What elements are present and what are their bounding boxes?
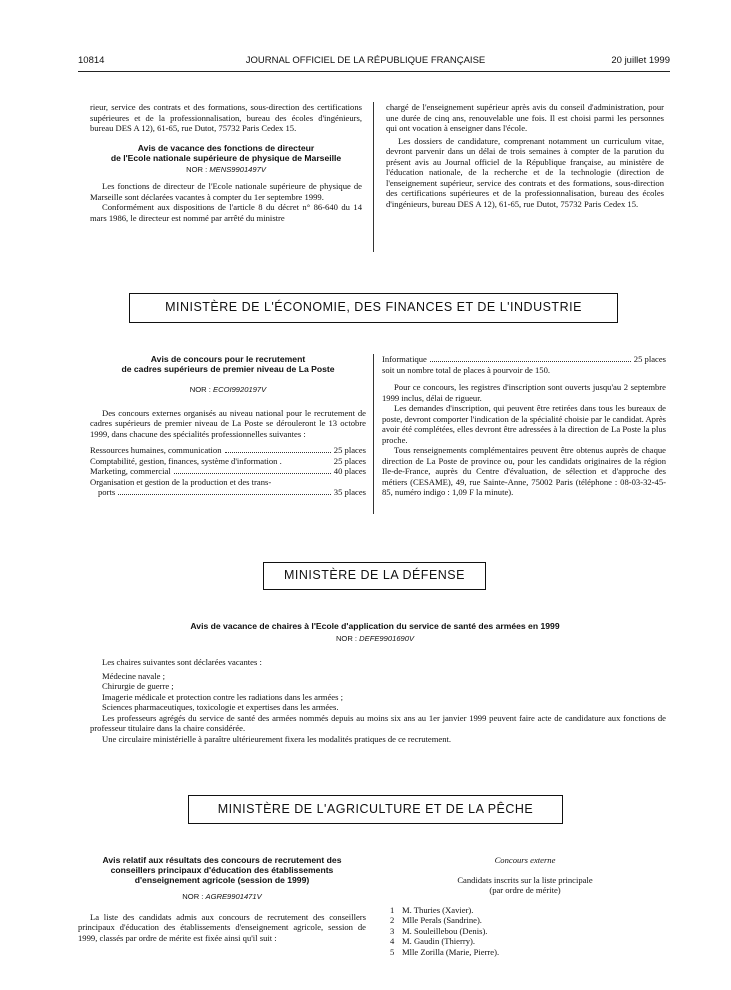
candidate-rank: 4 xyxy=(390,936,395,946)
issue-date: 20 juillet 1999 xyxy=(611,55,670,66)
sec1-nor xyxy=(90,165,362,176)
sec1-paragraph-1: Les fonctions de directeur de l'Ecole nationale supérieure de physique de Marseille sont déclarées vacantes à compter du 1er septembre 1999. xyxy=(90,181,362,202)
sec3-nor xyxy=(90,634,660,643)
journal-title: JOURNAL OFFICIEL DE LA RÉPUBLIQUE FRANÇAISE xyxy=(245,55,486,66)
sec1-left-continuation: rieur, service des contrats et des formations, sous-direction des certifications supérieures et de la professionnalisation, bureau des écoles d'ingénieurs, bureau DES A 12), 61-65, rue Dutot, 75732 Paris Cedex 15. xyxy=(90,102,362,133)
candidate-rank: 2 xyxy=(390,915,395,925)
sec1-title-line2: de l'Ecole nationale supérieure de physique de Marseille xyxy=(110,152,342,163)
candidate-name: Mlle Perals (Sandrine). xyxy=(402,915,482,925)
sec3-paragraph-2: Une circulaire ministérielle à paraître ultérieurement fixera les modalités pratiques de ce recrutement. xyxy=(102,733,452,744)
sec2-title-line1: Avis de concours pour le recrutement xyxy=(150,354,306,364)
specialty-row xyxy=(382,354,666,365)
sec2-nor-label: NOR : xyxy=(189,385,211,394)
specialty-row xyxy=(90,445,366,456)
sec4-title xyxy=(78,855,366,885)
sec4-left-column xyxy=(78,855,366,943)
chair-item: Chirurgie de guerre ; xyxy=(102,681,174,691)
sec4-title-line1: Avis relatif aux résultats des concours de recrutement des xyxy=(102,855,342,865)
sec1-right-paragraph-1: chargé de l'enseignement supérieur après avis du conseil d'administration, pour une durée de cinq ans, renouvelable une fois. Il est choisi parmi les personnes qui ont vocation à enseigner dans l'école. xyxy=(386,102,664,133)
specialty-places: 25 places xyxy=(333,445,366,455)
candidate-row xyxy=(390,936,660,947)
sec1-nor-label: NOR : xyxy=(186,164,208,174)
specialty-row xyxy=(90,456,366,467)
chair-item: Sciences pharmaceutiques, toxicologie et expertises dans les armées. xyxy=(102,702,339,712)
candidate-name: M. Souleillebou (Denis). xyxy=(402,925,488,936)
ministry-defense-box: MINISTÈRE DE LA DÉFENSE xyxy=(263,562,486,590)
candidate-row xyxy=(390,947,660,958)
sec3-intro: Les chaires suivantes sont déclarées vacantes : xyxy=(102,657,262,667)
sec3-nor-code: DEFE9901690V xyxy=(359,634,415,643)
specialty-places: 35 places xyxy=(333,487,366,497)
candidate-name: Mlle Zorilla (Marie, Pierre). xyxy=(402,946,500,957)
specialty-row xyxy=(90,466,366,477)
candidate-row xyxy=(390,926,660,937)
specialty-label: Marketing, commercial xyxy=(90,466,171,476)
sec2-title-line2: de cadres supérieurs de premier niveau de La Poste xyxy=(121,364,335,374)
concours-heading: Concours externe xyxy=(494,855,556,865)
sec4-title-line2: conseillers principaux d'éducation des établissements xyxy=(110,865,334,875)
sec4-paragraph-1: La liste des candidats admis aux concours de recrutement des conseillers principaux d'éducation des établissements d'enseignement agricole, session de 1999, classés par ordre de mérite est fixée ainsi qu'il suit : xyxy=(78,911,366,943)
sec4-right-column xyxy=(390,855,660,957)
sec2-title xyxy=(90,354,366,374)
candidate-name: M. Thuries (Xavier). xyxy=(402,904,474,915)
sec3-body xyxy=(90,657,666,744)
sec2-left-column xyxy=(90,354,366,498)
sec1-title-line1: Avis de vacance des fonctions de directeur xyxy=(137,142,315,153)
sec4-nor-label: NOR : xyxy=(182,892,204,901)
sec1-right-column xyxy=(386,102,664,209)
specialty-row xyxy=(90,487,366,498)
candidate-rank: 3 xyxy=(390,925,395,936)
candidate-row xyxy=(390,915,660,926)
ministry-agriculture-box: MINISTÈRE DE L'AGRICULTURE ET DE LA PÊCHE xyxy=(188,795,563,824)
sec2-right-paragraph-3: Tous renseignements complémentaires peuvent être obtenus auprès de chaque direction de La Poste de province ou, pour les candidats originaires de la région Ile-de-France, auprès du Centre d'évaluation, de sélection et d'approche des métiers (CESAME), 49, rue Sainte-Anne, 75002 Paris (téléphone : 08-03-32-45-85, numéro indigo : 1,09 F la minute). xyxy=(382,445,666,497)
list-title-line1: Candidats inscrits sur la liste principale xyxy=(457,874,593,885)
chair-item: Imagerie médicale et protection contre les radiations dans les armées ; xyxy=(102,691,344,702)
sec1-nor-code: MENS9901497V xyxy=(209,164,266,174)
sec3-paragraph-1: Les professeurs agrégés du service de santé des armées nommés depuis au moins six ans au 1er janvier 1999 peuvent faire acte de candidature aux fonctions de professeur titulaire dans la chaire considérée. xyxy=(90,712,666,733)
candidate-name: M. Gaudin (Thierry). xyxy=(402,936,476,946)
sec1-left-column xyxy=(90,102,362,223)
column-divider xyxy=(373,102,374,252)
sec2-nor xyxy=(90,385,366,396)
sec1-right-paragraph-2: Les dossiers de candidature, comprenant notamment un curriculum vitae, devront parvenir dans un délai de trois semaines à compter de la parution du présent avis au Journal officiel de la République française, au ministère de l'éducation nationale, de la recherche et de la technologie (direction de l'enseignement supérieur, service des contrats et des formations, sous-direction des certifications supérieures et de la professionnalisation, bureau des écoles d'ingénieurs, bureau DES A 12), 61-65, rue Dutot, 75732 Paris Cedex 15. xyxy=(386,135,664,209)
ministry-economy-box: MINISTÈRE DE L'ÉCONOMIE, DES FINANCES ET DE L'INDUSTRIE xyxy=(129,293,618,323)
specialty-places: 25 places xyxy=(633,354,666,364)
sec1-paragraph-2: Conformément aux dispositions de l'article 8 du décret n° 86-640 du 14 mars 1986, le directeur est nommé par arrêté du ministre xyxy=(90,202,362,223)
sec4-nor-code: AGRE9901471V xyxy=(205,892,262,901)
sec1-title xyxy=(90,143,362,163)
header-rule xyxy=(78,71,670,72)
sec3-nor-label: NOR : xyxy=(335,634,358,643)
sec2-right-column xyxy=(382,354,666,498)
list-title-line2: (par ordre de mérite) xyxy=(489,885,561,895)
specialty-places: 25 places xyxy=(333,455,366,466)
specialty-label: Ressources humaines, communication xyxy=(90,445,222,455)
sec3-title: Avis de vacance de chaires à l'Ecole d'application du service de santé des armées en 1999 xyxy=(190,621,560,631)
sec4-title-line3: d'enseignement agricole (session de 1999) xyxy=(134,875,310,885)
column-divider xyxy=(373,354,374,514)
page-number: 10814 xyxy=(78,55,105,66)
sec2-total: soit un nombre total de places à pourvoir de 150. xyxy=(382,364,551,375)
specialty-label: ports xyxy=(98,487,116,497)
candidate-rank: 5 xyxy=(390,946,395,957)
sec2-intro: Des concours externes organisés au niveau national pour le recrutement de cadres supérieurs de premier niveau de La Poste se dérouleront le 13 octobre 1999, dans chacune des spécialités professionnelles suivantes : xyxy=(90,407,366,439)
candidate-rank: 1 xyxy=(390,904,395,915)
sec2-right-paragraph-1: Pour ce concours, les registres d'inscription sont ouverts jusqu'au 2 septembre 1999 inclus, délai de rigueur. xyxy=(382,382,666,403)
sec2-nor-code: ECOI9920197V xyxy=(213,385,267,394)
candidate-row xyxy=(390,905,660,916)
specialty-places: 40 places xyxy=(333,466,366,476)
sec2-right-paragraph-2: Les demandes d'inscription, qui peuvent être retirées dans tous les bureaux de poste, devront comporter l'indication de la spécialité choisie par le candidat. Après avoir été complétées, elles devront être adressées à la direction de La Poste la plus proche. xyxy=(382,403,666,445)
specialty-label: Informatique xyxy=(382,354,427,364)
specialty-organisation-line1: Organisation et gestion de la production et des trans- xyxy=(90,476,272,487)
specialty-label: Comptabilité, gestion, finances, système d'information . xyxy=(90,455,282,466)
chair-item: Médecine navale ; xyxy=(102,670,165,681)
sec4-nor xyxy=(78,892,366,903)
